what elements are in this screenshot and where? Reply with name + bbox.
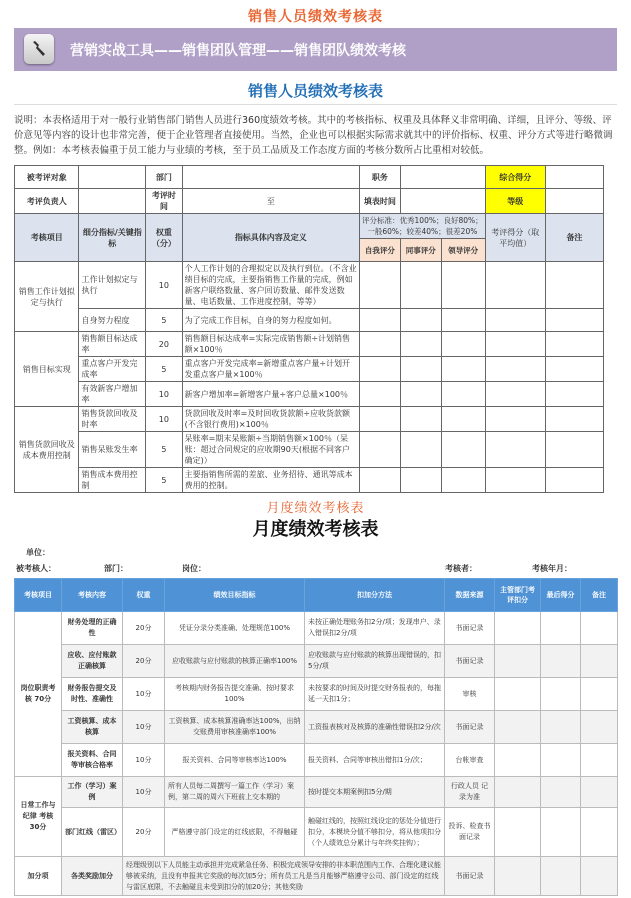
reviewer-label: 考评负责人 [15, 189, 79, 214]
final-score[interactable] [541, 744, 581, 777]
remark[interactable] [581, 808, 618, 857]
peer-score[interactable] [400, 432, 441, 468]
peer-score[interactable] [400, 309, 441, 332]
method: 触碰红线的，按照红线设定的惩处分值进行扣分，本模块分值不够扣分，将从他项扣分（个人绩效总分累计与年终奖挂钩）； [305, 808, 445, 857]
dept-deduct[interactable] [495, 808, 541, 857]
self-score[interactable] [359, 332, 400, 357]
leader-score[interactable] [441, 309, 485, 332]
peer-score[interactable] [400, 407, 441, 432]
peer-score[interactable] [400, 468, 441, 493]
table-row [15, 808, 618, 857]
definition: 重点客户开发完成率=新增重点客户量÷计划开发重点客户量×100％ [182, 357, 359, 382]
self-score[interactable] [359, 382, 400, 407]
final-score[interactable] [485, 332, 545, 357]
self-score[interactable] [359, 357, 400, 382]
indicator: 有效新客户增加率 [79, 382, 146, 407]
target: 应收账款与应付账款的核算正确率100% [165, 645, 305, 678]
peer-score[interactable] [400, 262, 441, 309]
weight: 5 [146, 432, 183, 468]
weight: 5 [146, 309, 183, 332]
remark[interactable] [545, 332, 603, 357]
dept-label: 部门 [146, 166, 183, 189]
content: 报关资料、合同等审核合格率 [62, 744, 123, 777]
table-row [15, 357, 604, 382]
leader-score[interactable] [441, 432, 485, 468]
remark[interactable] [581, 711, 618, 744]
final-score[interactable] [541, 678, 581, 711]
fill-date-value[interactable] [400, 189, 485, 214]
table-row [15, 332, 604, 357]
self-score[interactable] [359, 407, 400, 432]
content: 部门红线（雷区） [62, 808, 123, 857]
col-target: 绩效目标指标 [165, 579, 305, 612]
sheet2-caption: 月度绩效考核表 [266, 501, 365, 516]
dept-label: 部门： [104, 564, 128, 573]
final-score[interactable] [541, 808, 581, 857]
content: 工资核算、成本核算 [62, 711, 123, 744]
table-row [15, 857, 618, 896]
remark[interactable] [581, 678, 618, 711]
weight: 10分 [123, 678, 165, 711]
month-label: 考核年月： [532, 564, 572, 573]
group-item: 销售工作计划拟定与执行 [15, 262, 79, 332]
table-row [15, 262, 604, 309]
section-item: 岗位职责考核 70分 [15, 612, 62, 777]
header-leader: 领导评分 [441, 239, 485, 262]
banner-text: 营销实战工具——销售团队管理——销售团队绩效考核 [70, 43, 406, 59]
definition: 为了完成工作目标，自身的努力程度如何。 [182, 309, 359, 332]
source: 行政人员 记录为准 [445, 777, 495, 808]
period-value[interactable]: 至 [182, 189, 359, 214]
definition: 个人工作计划的合理拟定以及执行到位。（不含业绩目标的完成，主要指销售工作量的完成，例如新客户联络数量、客户回访数量、邮件发送数量、电话数量、工作进度控制，等等） [182, 262, 359, 309]
self-score[interactable] [359, 468, 400, 493]
remark[interactable] [545, 407, 603, 432]
self-score[interactable] [359, 432, 400, 468]
table-row [15, 711, 618, 744]
assessor-label: 考核者： [445, 564, 477, 573]
method: 报关资料、合同等审核出错扣1分/次； [305, 744, 445, 777]
final-score[interactable] [485, 432, 545, 468]
table-row [15, 432, 604, 468]
col-weight: 权重 [123, 579, 165, 612]
group-item: 销售货款回收及成本费用控制 [15, 407, 79, 493]
source: 审核 [445, 678, 495, 711]
table-row [15, 468, 604, 493]
target: 经理级别以下人员能主动承担并完成紧急任务、积极完成领导安排的非本职范围内工作、合理化建议能够被采纳，且没有申报其它奖励的每次加5分；所有员工凡是当月能够严格遵守公司、部门设定的红线与雷区底限，不去触碰且未受到扣分的加20分；其他奖励 [123, 857, 445, 896]
remark[interactable] [545, 262, 603, 309]
overall-score-label: 综合得分 [485, 166, 545, 189]
description: 说明：本表格适用于对一般行业销售部门销售人员进行360度绩效考核。其中的考核指标、权重及具体释义非常明确、详细，且评分、等级、评价意见等内容的设计也非常完善，便于企业管理者直接使用。当然，企业也可以根据实际需求就其中的评价指标、权重、评分方式等进行略微调整。例如：本考核表偏重于员工能力与业绩的考核，至于员工品质及工作态度方面的考核分数所占比重相对较低。 [14, 115, 613, 156]
dept-deduct[interactable] [495, 645, 541, 678]
col-item: 考核项目 [15, 579, 62, 612]
peer-score[interactable] [400, 382, 441, 407]
indicator: 工作计划拟定与执行 [79, 262, 146, 309]
leader-score[interactable] [441, 468, 485, 493]
method: 未按要求的时间及时提交财务报表的，每拖延一天扣1分； [305, 678, 445, 711]
weight: 5 [146, 468, 183, 493]
weight: 20 [146, 332, 183, 357]
header-standard: 评分标准：优秀100%；良好80%；一般60%；较差40%；很差20% [359, 214, 485, 239]
indicator: 销售呆账发生率 [79, 432, 146, 468]
remark[interactable] [581, 857, 618, 896]
sales-appraisal-table [14, 165, 604, 493]
header-indicator: 细分指标/关键指标 [79, 214, 146, 262]
remark[interactable] [545, 468, 603, 493]
header-self: 自我评分 [359, 239, 400, 262]
definition: 销售额目标达成率=实际完成销售额÷计划销售额×100％ [182, 332, 359, 357]
content: 财务处理的正确性 [62, 612, 123, 645]
header-definition: 指标具体内容及定义 [182, 214, 359, 262]
weight: 10分 [123, 711, 165, 744]
indicator: 销售成本费用控制 [79, 468, 146, 493]
header-weight: 权重（分） [146, 214, 183, 262]
unit-label: 单位： [26, 548, 50, 557]
final-score[interactable] [485, 468, 545, 493]
method: 按时提交本期案例扣5分/期 [305, 777, 445, 808]
remark[interactable] [581, 777, 618, 808]
final-score[interactable] [485, 262, 545, 309]
leader-score[interactable] [441, 332, 485, 357]
overall-score-value[interactable] [545, 166, 603, 189]
sheet1-title: 销售人员绩效考核表 [247, 82, 383, 100]
leader-score[interactable] [441, 382, 485, 407]
group-item: 销售目标实现 [15, 332, 79, 407]
post-label: 岗位： [182, 564, 206, 573]
source: 书面记录 [445, 645, 495, 678]
target: 考核期内财务报告提交准确、按时要求100% [165, 678, 305, 711]
header-item: 考核项目 [15, 214, 79, 262]
subject-value[interactable] [79, 166, 146, 189]
header-peer: 同事评分 [400, 239, 441, 262]
final-score[interactable] [485, 382, 545, 407]
source: 投诉、检查书面记录 [445, 808, 495, 857]
header-remark: 备注 [545, 214, 603, 262]
person-label: 被考核人： [16, 564, 56, 573]
leader-score[interactable] [441, 262, 485, 309]
remark[interactable] [581, 744, 618, 777]
target: 严格遵守部门设定的红线底限，不得触碰 [165, 808, 305, 857]
wrench-icon [24, 34, 54, 64]
source: 书面记录 [445, 711, 495, 744]
content: 应收、应付账款正确核算 [62, 645, 123, 678]
weight: 20分 [123, 612, 165, 645]
target: 工资核算、成本核算准确率达100%，出纳交账费用审核准确率100% [165, 711, 305, 744]
position-label: 职务 [359, 166, 400, 189]
method: 未按正确处理账务扣2分/项；发现串户、录入错误扣2分/项 [305, 612, 445, 645]
final-score[interactable] [541, 645, 581, 678]
table-row [15, 407, 604, 432]
weight: 5 [146, 357, 183, 382]
source: 台帐审查 [445, 744, 495, 777]
remark[interactable] [581, 612, 618, 645]
source: 书面记录 [445, 857, 495, 896]
peer-score[interactable] [400, 357, 441, 382]
col-dept-deduct: 主管部门考评扣分 [495, 579, 541, 612]
final-score[interactable] [541, 711, 581, 744]
source: 书面记录 [445, 612, 495, 645]
grade-label: 等级 [485, 189, 545, 214]
leader-score[interactable] [441, 357, 485, 382]
section-item: 加分项 [15, 857, 62, 896]
banner [14, 28, 617, 71]
header-score: 考评得分（取平均值） [485, 214, 545, 262]
weight: 10 [146, 407, 183, 432]
table-row [15, 777, 618, 808]
dept-deduct[interactable] [495, 612, 541, 645]
method: 工资报表核对及核算的准确性错误扣2分/次 [305, 711, 445, 744]
position-value[interactable] [400, 166, 485, 189]
col-method: 扣加分方法 [305, 579, 445, 612]
col-remark: 备注 [581, 579, 618, 612]
table-row [15, 309, 604, 332]
final-score[interactable] [485, 309, 545, 332]
indicator: 销售货款回收及时率 [79, 407, 146, 432]
dept-value[interactable] [182, 166, 359, 189]
page-title: 销售人员绩效考核表 [248, 9, 383, 25]
weight: 20分 [123, 645, 165, 678]
target: 报关资料、合同等审核率达100% [165, 744, 305, 777]
remark[interactable] [545, 309, 603, 332]
weight: 10分 [123, 744, 165, 777]
table-row [15, 645, 618, 678]
dept-deduct[interactable] [495, 744, 541, 777]
leader-score[interactable] [441, 407, 485, 432]
target: 所有人员每二周撰写一篇工作（学习）案例，第二周的周六下班前上交本期的 [165, 777, 305, 808]
section-item: 日常工作与纪律 考核30分 [15, 777, 62, 857]
method: 应收账款与应付账款的核算出现错误的，扣5分/项 [305, 645, 445, 678]
grade-value[interactable] [545, 189, 603, 214]
content: 各类奖励加分 [62, 857, 123, 896]
subject-label: 被考评对象 [15, 166, 79, 189]
weight: 20分 [123, 808, 165, 857]
dept-deduct[interactable] [495, 777, 541, 808]
col-final: 最后得分 [541, 579, 581, 612]
indicator: 销售额目标达成率 [79, 332, 146, 357]
table-row [15, 612, 618, 645]
remark[interactable] [545, 382, 603, 407]
divider [14, 104, 617, 105]
self-score[interactable] [359, 262, 400, 309]
target: 凭证分录分类准确、处理规范100% [165, 612, 305, 645]
peer-score[interactable] [400, 332, 441, 357]
table-row [15, 744, 618, 777]
weight: 10 [146, 382, 183, 407]
final-score[interactable] [485, 407, 545, 432]
weight: 10分 [123, 777, 165, 808]
indicator: 重点客户开发完成率 [79, 357, 146, 382]
col-content: 考核内容 [62, 579, 123, 612]
reviewer-value[interactable] [79, 189, 146, 214]
dept-deduct[interactable] [495, 711, 541, 744]
weight: 10 [146, 262, 183, 309]
content: 工作（学习）案例 [62, 777, 123, 808]
final-score[interactable] [485, 357, 545, 382]
self-score[interactable] [359, 309, 400, 332]
remark[interactable] [545, 432, 603, 468]
definition: 货款回收及时率=及时回收货款额÷应收货款额(不含银行费用)×100％ [182, 407, 359, 432]
definition: 主要指销售所需的差旅、业务招待、通讯等成本费用的控制。 [182, 468, 359, 493]
table-row [15, 678, 618, 711]
definition: 新客户增加率=新增客户量÷客户总量×100％ [182, 382, 359, 407]
col-source: 数据来源 [445, 579, 495, 612]
content: 财务报告提交及时性、准确性 [62, 678, 123, 711]
remark[interactable] [581, 645, 618, 678]
indicator: 自身努力程度 [79, 309, 146, 332]
table-row [15, 382, 604, 407]
fill-date-label: 填表时间 [359, 189, 400, 214]
period-label: 考评时间 [146, 189, 183, 214]
final-score[interactable] [541, 857, 581, 896]
final-score[interactable] [541, 612, 581, 645]
dept-deduct[interactable] [495, 678, 541, 711]
dept-deduct[interactable] [495, 857, 541, 896]
final-score[interactable] [541, 777, 581, 808]
remark[interactable] [545, 357, 603, 382]
definition: 呆账率=期末呆账额÷当期销售额×100％（呆账：超过合同规定的应收期90天(根据不同客户确定)） [182, 432, 359, 468]
sheet2-title: 月度绩效考核表 [252, 519, 379, 540]
monthly-appraisal-table [14, 578, 618, 896]
